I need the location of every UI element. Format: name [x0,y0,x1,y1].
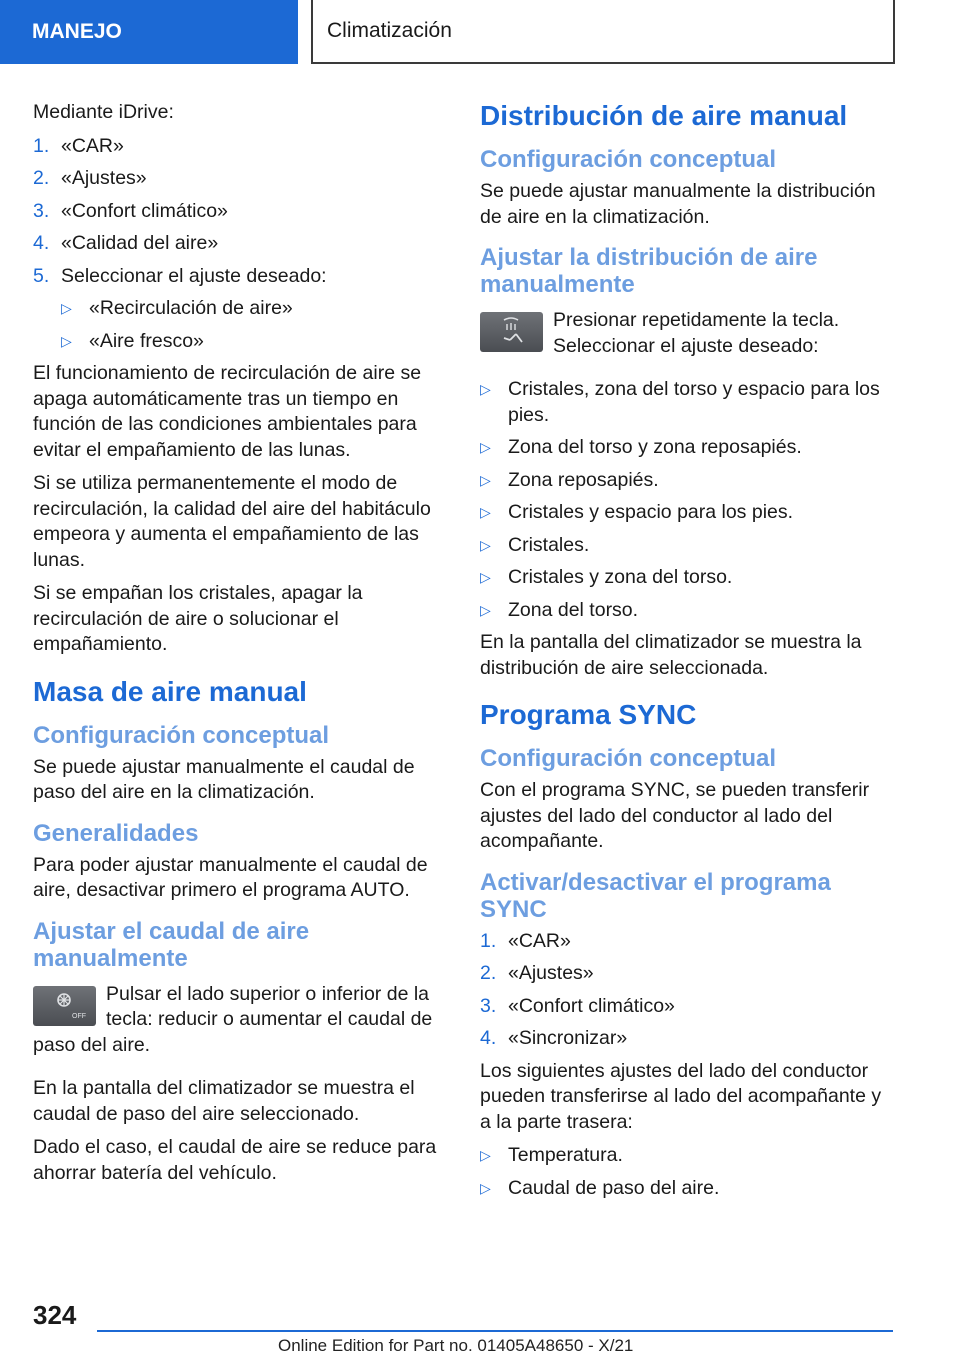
paragraph: Dado el caso, el caudal de aire se reduce para ahorrar batería del vehículo. [33,1136,437,1184]
subheading: Ajustar el caudal de aire manualmente [33,917,310,972]
paragraph: En la pantalla del climatizador se muestra el caudal de paso del aire seleccionado. [33,1077,415,1125]
list-item: ▷ Cristales y zona del torso. [480,565,896,591]
list-item: ▷ «Recirculación de aire» [61,296,438,322]
paragraph: Con el programa SYNC, se pueden transferir ajustes del lado del conductor al lado del acompañante. [480,779,870,852]
chapter-header [311,0,895,64]
triangle-bullet-icon: ▷ [480,1179,491,1196]
distribution-key-block [480,308,896,367]
list-item: 1. «CAR» [33,134,124,157]
heading-manual-distribution: Distribución de aire manual [480,100,848,131]
page-number: 324 [33,1300,77,1330]
triangle-bullet-icon: ▷ [480,569,491,585]
subheading: Generalidades [33,819,199,847]
list-item: ▷ Cristales, zona del torso y espacio para los pies. [480,377,896,428]
triangle-bullet-icon: ▷ [61,332,72,349]
transfer-options [480,1143,896,1201]
footer-divider [97,1330,893,1332]
paragraph: Se puede ajustar manualmente la distribución de aire en la climatización. [480,180,876,228]
left-column [33,100,438,1194]
list-item: 2. «Ajustes» [480,962,594,984]
fan-speed-key-icon [33,986,96,1026]
distribution-options [480,377,896,623]
triangle-bullet-icon: ▷ [480,471,491,488]
triangle-bullet-icon: ▷ [480,439,491,455]
list-item: ▷ Cristales. [480,533,896,559]
heading-sync-program: Programa SYNC [480,699,697,730]
section-title: MANEJO [32,20,122,43]
paragraph: Si se utiliza permanentemente el modo de recirculación, la calidad del aire del habitáculo empeora y aumenta el empañamiento de las lunas. [33,472,431,571]
triangle-bullet-icon: ▷ [480,536,491,553]
list-item: ▷ Cristales y espacio para los pies. [480,500,896,526]
list-item: ▷ Zona reposapiés. [480,468,896,494]
intro-text: Mediante iDrive: [33,101,174,123]
subheading: Ajustar la distribución de aire manualmente [480,244,818,298]
list-item: ▷ Caudal de paso del aire. [480,1176,896,1202]
triangle-bullet-icon: ▷ [480,1147,491,1163]
paragraph: El funcionamiento de recirculación de aire se apaga automáticamente tras un tiempo en función de las condiciones ambientales para evitar el empañamiento de las lunas. [33,362,422,461]
paragraph: Si se empañan los cristales, apagar la recirculación de aire o solucionar el empañamiento. [33,582,363,655]
triangle-bullet-icon: ▷ [480,504,491,520]
list-item: 2. «Ajustes» [33,167,147,189]
paragraph: Los siguientes ajustes del lado del conductor pueden transferirse al lado del acompañante y a la parte trasera: [480,1059,882,1133]
svg-text:OFF: OFF [72,1012,86,1020]
paragraph: Para poder ajustar manualmente el caudal de aire, desactivar primero el programa AUTO. [33,853,428,901]
subheading: Configuración conceptual [480,146,777,173]
paragraph: Se puede ajustar manualmente el caudal de paso del aire en la climatización. [33,755,415,803]
heading-manual-air-mass: Masa de aire manual [33,675,307,707]
fan-key-block [33,982,438,1067]
subheading: Configuración conceptual [480,745,777,772]
paragraph: Pulsar el lado superior o inferior de la tecla: reducir o aumentar el caudal de paso del aire. [33,982,433,1056]
list-item: 4. «Calidad del aire» [33,232,219,254]
paragraph: En la pantalla del climatizador se muestra la distribución de aire seleccionada. [480,631,862,679]
paragraph: Presionar repetidamente la tecla. Seleccionar el ajuste deseado: [553,309,840,357]
idrive-steps [33,134,438,290]
triangle-bullet-icon: ▷ [480,381,491,397]
list-item: 3. «Confort climático» [33,199,228,222]
list-item: ▷ Temperatura. [480,1143,896,1169]
recirculation-options [33,296,438,354]
triangle-bullet-icon: ▷ [480,601,491,618]
list-item: ▷ «Aire fresco» [61,329,438,355]
sync-steps [480,929,896,1052]
subheading: Activar/desactivar el programa SYNC [480,868,831,923]
list-item: 5. Seleccionar el ajuste deseado: [33,264,327,287]
triangle-bullet-icon: ▷ [61,300,72,316]
chapter-title: Climatización [327,19,452,42]
subheading: Configuración conceptual [33,721,330,749]
air-distribution-key-icon [480,312,543,352]
list-item: 3. «Confort climático» [480,994,675,1017]
list-item: ▷ Zona del torso y zona reposapiés. [480,435,896,461]
list-item: 4. «Sincronizar» [480,1027,628,1049]
section-tab [0,0,298,64]
right-column [480,100,896,1208]
list-item: ▷ Zona del torso. [480,598,896,624]
edition-footer: Online Edition for Part no. 01405A48650 - X/21 [278,1336,634,1355]
list-item: 1. «CAR» [480,929,571,952]
